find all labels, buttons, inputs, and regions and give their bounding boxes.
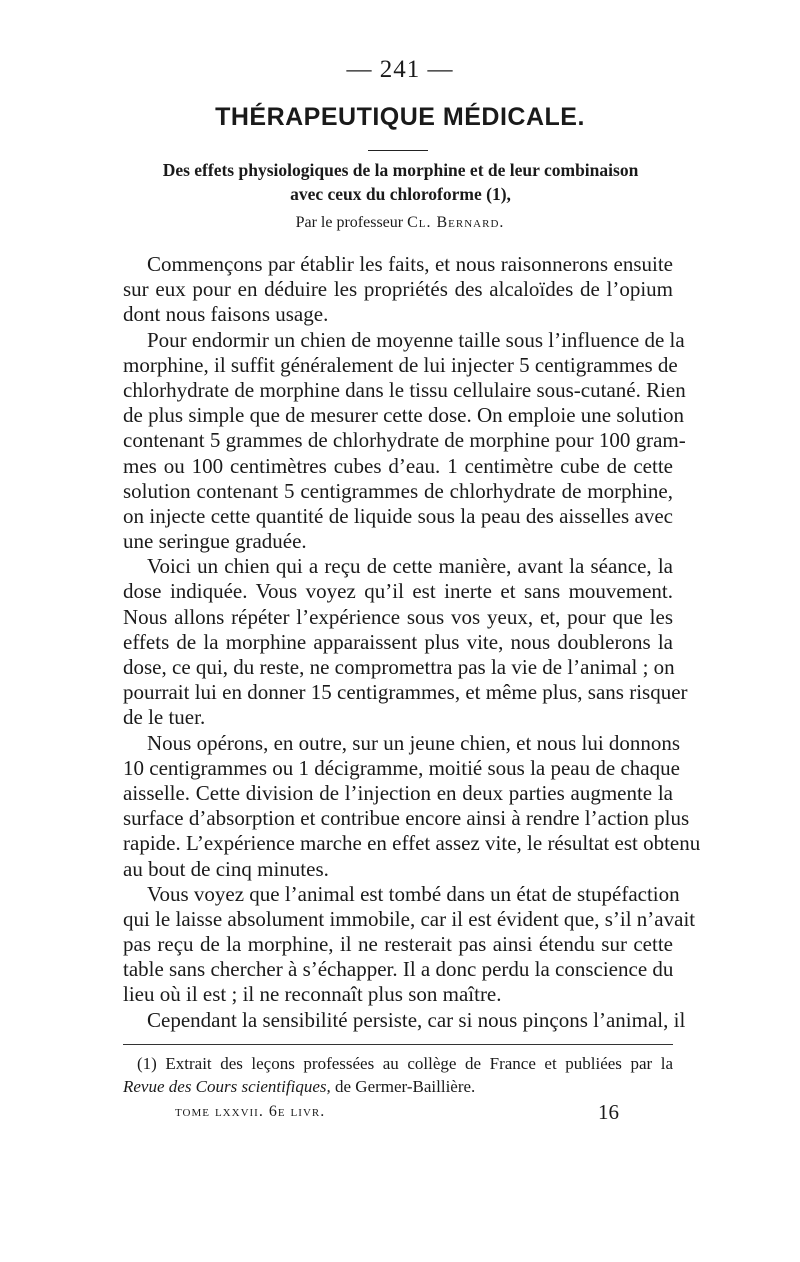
body-line: mes ou 100 centimètres cubes d’eau. 1 centimètre cube de cette bbox=[123, 453, 673, 478]
body-line: de plus simple que de mesurer cette dose. On emploie une solution bbox=[123, 403, 685, 428]
title-divider bbox=[368, 150, 428, 151]
byline-prefix: Par le professeur bbox=[295, 214, 408, 231]
body-line: qui le laisse absolument immobile, car il est évident que, s’il n’avait bbox=[123, 906, 696, 931]
body-line: pourrait lui en donner 15 centigrammes, et même plus, sans risquer bbox=[123, 680, 688, 705]
article-title-line: Des effets physiologiques de la morphine et de leur combinaison bbox=[162, 160, 639, 180]
body-line: Voici un chien qui a reçu de cette manière, avant la séance, la bbox=[147, 554, 673, 579]
footnote-line bbox=[123, 1075, 673, 1098]
body-line: contenant 5 grammes de chlorhydrate de morphine pour 100 gram- bbox=[123, 428, 686, 453]
body-line: dose indiquée. Vous voyez qu’il est inerte et sans mouvement. bbox=[123, 579, 673, 604]
body-line: morphine, il suffit généralement de lui injecter 5 centigrammes de bbox=[123, 352, 678, 377]
body-line: dose, ce qui, du reste, ne compromettra pas la vie de l’animal ; on bbox=[123, 655, 675, 679]
body-line: surface d’absorption et contribue encore ainsi à rendre l’action plus bbox=[123, 806, 690, 831]
body-line: rapide. L’expérience marche en effet assez vite, le résultat est obtenu bbox=[123, 831, 701, 856]
footnote-journal-title: Revue des Cours scientifiques, bbox=[123, 1077, 331, 1096]
body-line: sur eux pour en déduire les propriétés des alcaloïdes de l’opium bbox=[123, 277, 673, 302]
body-line: table sans chercher à s’échapper. Il a donc perdu la conscience du bbox=[123, 957, 674, 982]
footnote-line: (1) Extrait des leçons professées au collège de France et publiées par la bbox=[137, 1054, 673, 1073]
printer-signature: tome lxxvii. 6e livr. bbox=[175, 1103, 326, 1120]
body-line: dont nous faisons usage. bbox=[123, 302, 329, 327]
body-line: au bout de cinq minutes. bbox=[123, 856, 329, 881]
body-line: Commençons par établir les faits, et nous raisonnerons ensuite bbox=[147, 252, 673, 276]
article-title bbox=[118, 158, 683, 206]
byline bbox=[0, 214, 800, 232]
body-line: on injecte cette quantité de liquide sous la peau des aisselles avec bbox=[123, 503, 673, 528]
body-line: 10 centigrammes ou 1 décigramme, moitié sous la peau de chaque bbox=[123, 755, 680, 780]
body-line: chlorhydrate de morphine dans le tissu cellulaire sous-cutané. Rien bbox=[123, 377, 686, 402]
article-title-line: avec ceux du chloroforme (1), bbox=[290, 184, 511, 204]
body-line: aisselle. Cette division de l’injection en deux parties augmente la bbox=[123, 780, 673, 805]
byline-author: Cl. Bernard. bbox=[407, 214, 505, 231]
body-line: Nous opérons, en outre, sur un jeune chien, et nous lui donnons bbox=[147, 730, 681, 755]
body-line: Vous voyez que l’animal est tombé dans un état de stupéfaction bbox=[147, 881, 680, 906]
body-line: solution contenant 5 centigrammes de chlorhydrate de morphine, bbox=[123, 478, 673, 503]
body-line: une seringue graduée. bbox=[123, 529, 307, 554]
section-title: THÉRAPEUTIQUE MÉDICALE. bbox=[215, 103, 585, 131]
body-line: pas reçu de la morphine, il ne resterait pas ainsi étendu sur cette bbox=[123, 932, 673, 957]
body-line: Cependant la sensibilité persiste, car si nous pinçons l’animal, il bbox=[147, 1007, 686, 1032]
signature-number: 16 bbox=[598, 1100, 619, 1124]
body-line: lieu où il est ; il ne reconnaît plus son maître. bbox=[123, 982, 502, 1007]
body-line: de le tuer. bbox=[123, 705, 206, 730]
body-line: Nous allons répéter l’expérience sous vos yeux, et, pour que les bbox=[123, 604, 673, 629]
body-line: effets de la morphine apparaissent plus vite, nous doublerons la bbox=[123, 629, 673, 654]
body-text bbox=[123, 252, 701, 1033]
footnotes bbox=[123, 1052, 673, 1098]
footnote-publisher: de Germer-Baillière. bbox=[330, 1077, 476, 1096]
page-number: — 241 — bbox=[346, 56, 454, 83]
footnote-divider bbox=[123, 1044, 673, 1045]
body-line: Pour endormir un chien de moyenne taille sous l’influence de la bbox=[147, 327, 685, 352]
